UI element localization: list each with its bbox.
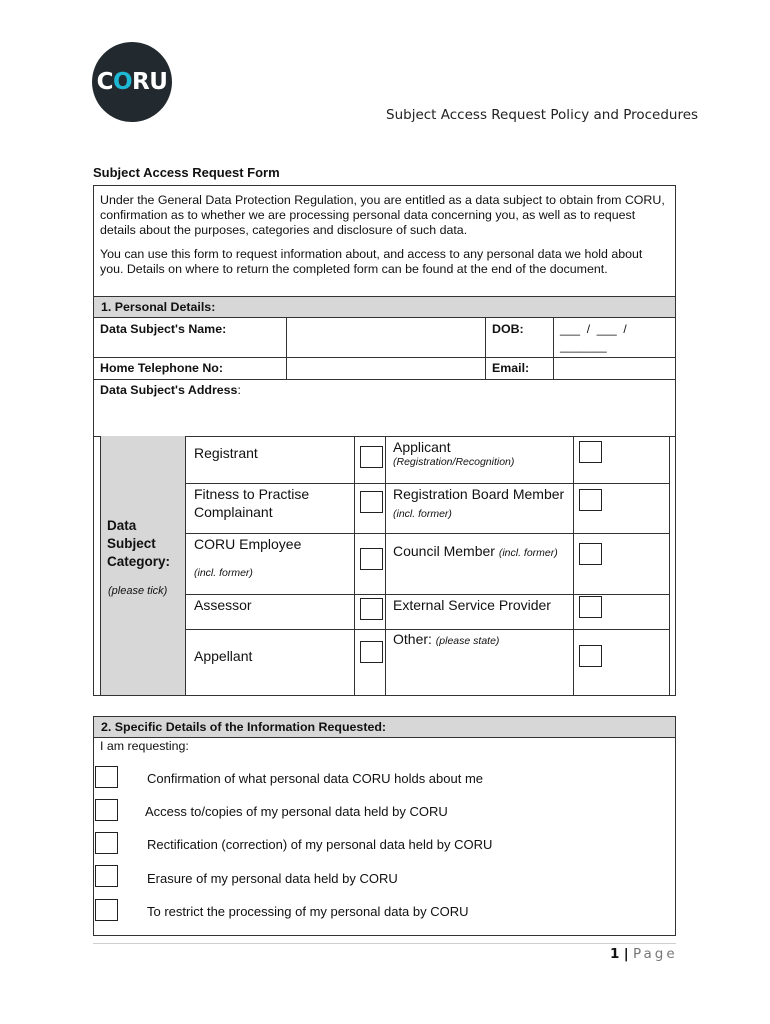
option-coru-employee: CORU Employee bbox=[194, 536, 302, 552]
option-other: Other: (please state) bbox=[393, 631, 500, 647]
email-label: Email: bbox=[492, 361, 530, 375]
requesting-intro: I am requesting: bbox=[100, 739, 189, 753]
form-title: Subject Access Request Form bbox=[93, 165, 280, 180]
request-erasure-label: Erasure of my personal data held by CORU bbox=[147, 871, 398, 886]
personal-details-heading bbox=[93, 296, 676, 318]
option-external-provider: External Service Provider bbox=[393, 597, 551, 613]
coru-logo bbox=[92, 42, 172, 122]
intro-box bbox=[93, 185, 676, 296]
checkbox-registration-board[interactable] bbox=[579, 489, 602, 511]
checkbox-ftp-complainant[interactable] bbox=[360, 491, 383, 513]
checkbox-applicant[interactable] bbox=[579, 441, 602, 463]
checkbox-request-confirmation[interactable] bbox=[95, 766, 118, 788]
checkbox-registrant[interactable] bbox=[360, 446, 383, 468]
option-assessor: Assessor bbox=[194, 597, 252, 613]
checkbox-request-rectification[interactable] bbox=[95, 832, 118, 854]
phone-field[interactable] bbox=[287, 358, 485, 379]
intro-paragraph-1: Under the General Data Protection Regulation, you are entitled as a data subject to obtain from CORU, confirmation as to whether we are processing personal data concerning you, as well as to request details about the purposes, categories and disclosure of such data. bbox=[100, 193, 665, 237]
page-number: 1 | Page bbox=[610, 946, 678, 962]
footer-divider bbox=[93, 943, 676, 944]
checkbox-appellant[interactable] bbox=[360, 641, 383, 663]
checkbox-request-erasure[interactable] bbox=[95, 865, 118, 887]
option-ftp-complainant: Fitness to Practise Complainant bbox=[194, 486, 310, 520]
option-appellant: Appellant bbox=[194, 648, 253, 664]
document-header-title: Subject Access Request Policy and Procedures bbox=[386, 107, 699, 123]
request-confirmation-label: Confirmation of what personal data CORU holds about me bbox=[147, 771, 484, 786]
address-label: Data Subject's Address: bbox=[100, 383, 241, 397]
category-label: Data Subject Category: bbox=[107, 518, 171, 569]
request-rectification-label: Rectification (correction) of my personal data held by CORU bbox=[147, 837, 493, 852]
option-registrant: Registrant bbox=[194, 445, 258, 461]
option-applicant: Applicant bbox=[393, 439, 451, 455]
category-hint: (please tick) bbox=[108, 585, 168, 597]
name-label: Data Subject's Name: bbox=[100, 322, 227, 336]
specific-details-heading bbox=[93, 716, 676, 738]
checkbox-council-member[interactable] bbox=[579, 543, 602, 565]
option-registration-board: Registration Board Member (incl. former) bbox=[393, 486, 565, 520]
section-1-title: 1. Personal Details: bbox=[101, 300, 216, 314]
option-coru-employee-note: (incl. former) bbox=[194, 567, 253, 579]
name-field[interactable] bbox=[287, 318, 485, 357]
phone-label: Home Telephone No: bbox=[100, 361, 223, 375]
request-restrict-label: To restrict the processing of my personal data by CORU bbox=[147, 904, 469, 919]
option-applicant-note: (Registration/Recognition) bbox=[393, 456, 515, 468]
checkbox-request-access[interactable] bbox=[95, 799, 118, 821]
checkbox-other[interactable] bbox=[579, 645, 602, 667]
email-field[interactable] bbox=[554, 358, 675, 379]
checkbox-request-restrict[interactable] bbox=[95, 899, 118, 921]
intro-paragraph-2: You can use this form to request information about, and access to any personal data we hold about you. Details on where to return the completed form can be found at the end of the document. bbox=[100, 247, 643, 276]
logo-text: CORU bbox=[96, 69, 168, 95]
checkbox-assessor[interactable] bbox=[360, 598, 383, 620]
dob-field[interactable]: ___ / ___ / _______ bbox=[560, 322, 627, 353]
checkbox-coru-employee[interactable] bbox=[360, 548, 383, 570]
option-council-member: Council Member (incl. former) bbox=[393, 543, 558, 559]
section-2-title: 2. Specific Details of the Information Requested: bbox=[101, 720, 387, 734]
checkbox-external-provider[interactable] bbox=[579, 596, 602, 618]
dob-label: DOB: bbox=[492, 322, 524, 336]
request-access-label: Access to/copies of my personal data held by CORU bbox=[145, 804, 448, 819]
